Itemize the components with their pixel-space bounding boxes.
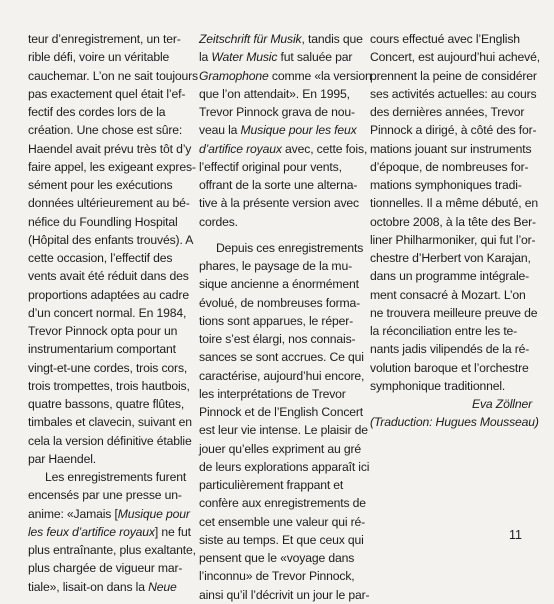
text-line xyxy=(199,294,361,312)
text-run: caractérise, aujourd’hui encore, xyxy=(199,368,365,383)
italic-text-run: Musique pour les feux xyxy=(240,123,357,138)
text-column-2 xyxy=(199,30,372,604)
text-run: Pinnock et de l’English Concert xyxy=(199,405,364,419)
text-line xyxy=(370,121,537,139)
text-run: fectif des cordes lors de la xyxy=(28,105,166,119)
text-run: volution baroque et l’orchestre xyxy=(370,360,529,375)
text-run: l’effectif original pour vents, xyxy=(199,159,342,174)
text-line xyxy=(28,559,190,577)
text-run: , tandis que xyxy=(301,32,363,46)
text-run: cauchemar. L’on ne sait toujours xyxy=(28,68,198,83)
text-run: sément pour les exécutions xyxy=(28,178,173,192)
text-run: (Hôpital des enfants trouvés). A xyxy=(28,232,194,247)
text-line xyxy=(28,432,190,450)
text-line xyxy=(28,578,190,596)
italic-text-run: Water Music xyxy=(211,50,278,65)
text-run: d’un concert normal. En 1984, xyxy=(28,305,187,320)
text-line xyxy=(370,194,538,212)
text-run: trois trompettes, trois hautbois, xyxy=(28,378,190,393)
text-run: cordes. xyxy=(199,214,238,229)
text-line xyxy=(199,348,364,366)
text-line xyxy=(28,176,190,194)
text-run: de leurs explorations apparaît ici xyxy=(199,459,370,474)
text-line xyxy=(199,440,361,458)
text-line xyxy=(28,30,190,48)
text-line xyxy=(28,486,190,504)
text-run: toire s’est élargi, nos connais- xyxy=(199,332,356,346)
text-run: fut saluée par xyxy=(277,50,353,65)
text-run: néfice du Foundling Hospital xyxy=(28,214,178,229)
text-run: plus entraînante, plus exaltante, xyxy=(28,543,196,557)
text-line xyxy=(370,340,532,358)
text-run: jouer qu’elles expriment au gré xyxy=(199,441,362,456)
text-run: comme «la version xyxy=(268,68,372,83)
text-run: les interprétations de Trevor xyxy=(199,386,346,401)
text-line xyxy=(28,194,190,212)
text-run: tionnelles. Il a même débuté, en xyxy=(370,196,538,211)
text-run: Haendel avait prévu très tôt d’y xyxy=(28,141,192,156)
text-run: veau la xyxy=(199,123,241,138)
text-line xyxy=(199,458,370,476)
text-run: tiale», lisait-on dans la xyxy=(28,579,149,594)
italic-text-run: les feux d’artifice royaux xyxy=(28,524,155,539)
text-run: cela la version définitive établie xyxy=(28,433,192,448)
text-run: cette occasion, l’effectif des xyxy=(28,251,173,265)
text-line xyxy=(28,286,190,304)
text-line xyxy=(199,531,364,549)
text-run: évolué, de nombreuses forma- xyxy=(199,295,361,310)
text-run: ses activités actuelles: au cours xyxy=(370,86,537,101)
text-line xyxy=(370,176,532,194)
text-column-3 xyxy=(370,30,540,432)
paragraph-gap xyxy=(199,231,361,239)
text-run: liner Philharmoniker, qui fut l’or- xyxy=(370,232,536,247)
text-line xyxy=(28,395,190,413)
text-line xyxy=(370,213,536,231)
text-line xyxy=(370,304,538,322)
text-line xyxy=(199,239,364,257)
text-run: nants jadis vilipendés de la ré- xyxy=(370,342,530,357)
text-line xyxy=(199,158,361,176)
text-line xyxy=(28,103,190,121)
text-run: sique ancienne a énormément xyxy=(199,277,359,292)
text-run: offrant de la sorte une alterna- xyxy=(199,178,358,192)
text-line xyxy=(28,523,190,541)
text-run: la xyxy=(199,50,212,65)
text-line xyxy=(370,85,537,103)
text-line xyxy=(28,541,196,559)
text-run: des dernières années, Trevor xyxy=(370,105,525,119)
text-line xyxy=(370,249,532,267)
text-run: par Haendel. xyxy=(28,451,96,466)
text-run: chestre d’Herbert von Karajan, xyxy=(370,251,531,265)
page-number: 11 xyxy=(509,528,522,542)
italic-text-run: Eva Zöllner xyxy=(472,397,532,411)
text-column-1 xyxy=(28,30,198,596)
text-line xyxy=(28,450,190,468)
text-run: phares, le paysage de la mu- xyxy=(199,259,352,273)
text-run: l’inconnu» de Trevor Pinnock, xyxy=(199,569,355,584)
text-line xyxy=(28,158,196,176)
text-run: que l’on attendait». En 1995, xyxy=(199,86,350,101)
text-line xyxy=(28,322,190,340)
text-line xyxy=(28,231,194,249)
text-run: Depuis ces enregistrements xyxy=(216,240,364,255)
text-run: ne trouvera meilleure preuve de xyxy=(370,305,538,320)
text-line xyxy=(199,586,370,604)
text-run: cet ensemble une valeur qui ré- xyxy=(199,514,366,529)
text-line xyxy=(199,367,365,385)
text-line xyxy=(199,194,361,212)
text-line xyxy=(28,67,198,85)
text-run: avec, cette fois, xyxy=(281,141,368,156)
text-run: particulièrement frappant et xyxy=(199,478,344,492)
text-line xyxy=(28,340,190,358)
text-line xyxy=(370,395,532,413)
text-run: faire appel, les exigeant expres- xyxy=(28,159,196,174)
text-run: proportions adaptées au cadre xyxy=(28,287,189,302)
text-line xyxy=(199,176,361,194)
text-line xyxy=(28,377,190,395)
text-line xyxy=(199,421,368,439)
text-line xyxy=(199,85,361,103)
italic-text-run: Musique pour xyxy=(117,506,190,521)
text-line xyxy=(199,67,372,85)
text-line xyxy=(199,257,361,275)
text-line xyxy=(370,286,532,304)
text-line xyxy=(370,158,532,176)
text-line xyxy=(28,121,190,139)
text-line xyxy=(199,213,361,231)
text-run: dans un programme intégrale- xyxy=(370,269,530,284)
text-run: ainsi qu’il l’décrivit un jour le par- xyxy=(199,587,370,602)
text-line xyxy=(199,403,364,421)
text-run: vingt-et-une cordes, trois cors, xyxy=(28,360,188,375)
text-line xyxy=(28,359,190,377)
text-run: plus chargée de vigueur mar- xyxy=(28,561,183,576)
text-run: mations jouant sur instruments xyxy=(370,141,532,156)
text-line xyxy=(370,30,532,48)
text-line xyxy=(28,505,190,523)
text-line xyxy=(370,413,539,431)
text-line xyxy=(28,48,190,66)
text-line xyxy=(370,103,532,121)
text-run: la réconciliation entre les te- xyxy=(370,324,518,338)
text-line xyxy=(370,231,536,249)
text-line xyxy=(199,121,361,139)
text-run: est leur vie intense. Le plaisir de xyxy=(199,423,368,438)
text-run: Concert, est aujourd’hui achevé, xyxy=(370,50,540,65)
text-run: pensent que le «voyage dans xyxy=(199,551,355,565)
text-run: prennent la peine de considérer xyxy=(370,68,537,83)
text-line xyxy=(28,213,190,231)
text-run: tive à la présente version avec xyxy=(199,196,359,211)
text-line xyxy=(370,359,532,377)
text-run: mations symphoniques tradi- xyxy=(370,178,522,192)
text-run: instrumentarium comportant xyxy=(28,342,176,357)
text-line xyxy=(28,413,190,431)
text-line xyxy=(370,140,532,158)
text-run: octobre 2008, à la tête des Ber- xyxy=(370,214,536,229)
text-run: Pinnock a dirigé, à côté des for- xyxy=(370,123,537,138)
text-run: Les enregistrements furent xyxy=(45,470,187,484)
text-run: ment consacré à Mozart. L’on xyxy=(370,287,526,302)
text-line xyxy=(370,267,532,285)
text-run: sances se sont accrues. Ce qui xyxy=(199,350,364,365)
text-run: symphonique traditionnel. xyxy=(370,378,506,393)
text-line xyxy=(28,468,190,486)
italic-text-run: Neue xyxy=(148,579,177,594)
text-run: rible défi, voire un véritable xyxy=(28,50,170,65)
text-run: ] ne fut xyxy=(154,524,191,539)
text-line xyxy=(199,103,361,121)
text-line xyxy=(199,549,361,567)
text-line xyxy=(28,304,190,322)
text-line xyxy=(199,567,361,585)
text-run: timbales et clavecin, suivant en xyxy=(28,415,192,430)
text-line xyxy=(199,385,361,403)
italic-text-run: Zeitschrift für Musik xyxy=(199,32,302,46)
text-run: encensés par une presse un- xyxy=(28,488,182,503)
text-run: siste au temps. Et que ceux qui xyxy=(199,532,364,547)
text-run: Trevor Pinnock grava de nou- xyxy=(199,105,355,119)
text-run: anime: «Jamais [ xyxy=(28,506,118,521)
text-run: confère aux enregistrements de xyxy=(199,496,366,511)
text-line xyxy=(28,267,190,285)
text-run: quatre bassons, quatre flûtes, xyxy=(28,397,185,411)
text-line xyxy=(28,140,190,158)
italic-text-run: Gramophone xyxy=(199,68,269,83)
text-line xyxy=(199,30,361,48)
text-line xyxy=(199,312,361,330)
text-line xyxy=(199,330,361,348)
text-run: tions sont apparues, le réper- xyxy=(199,313,354,328)
text-line xyxy=(28,85,190,103)
text-line xyxy=(199,494,366,512)
text-line xyxy=(370,377,532,395)
text-line xyxy=(199,275,361,293)
text-line xyxy=(199,140,368,158)
text-line xyxy=(28,249,190,267)
text-run: Trevor Pinnock opta pour un xyxy=(28,324,178,338)
italic-text-run: d’artifice royaux xyxy=(199,141,282,156)
text-run: pas exactement quel était l’ef- xyxy=(28,86,186,101)
text-line xyxy=(199,513,366,531)
text-line xyxy=(199,48,361,66)
text-run: vents avait été réduit dans des xyxy=(28,269,189,284)
text-line xyxy=(370,67,537,85)
text-run: d’époque, de nombreuses for- xyxy=(370,159,529,174)
text-run: teur d’enregistrement, un ter- xyxy=(28,32,181,46)
text-run: création. Une chose est sûre: xyxy=(28,123,183,138)
italic-text-run: (Traduction: Hugues Mousseau) xyxy=(370,415,539,430)
text-run: données ultérieurement au bé- xyxy=(28,196,190,211)
text-line xyxy=(370,48,540,66)
text-line xyxy=(199,476,361,494)
text-run: cours effectué avec l’English xyxy=(370,32,520,46)
text-line xyxy=(370,322,532,340)
